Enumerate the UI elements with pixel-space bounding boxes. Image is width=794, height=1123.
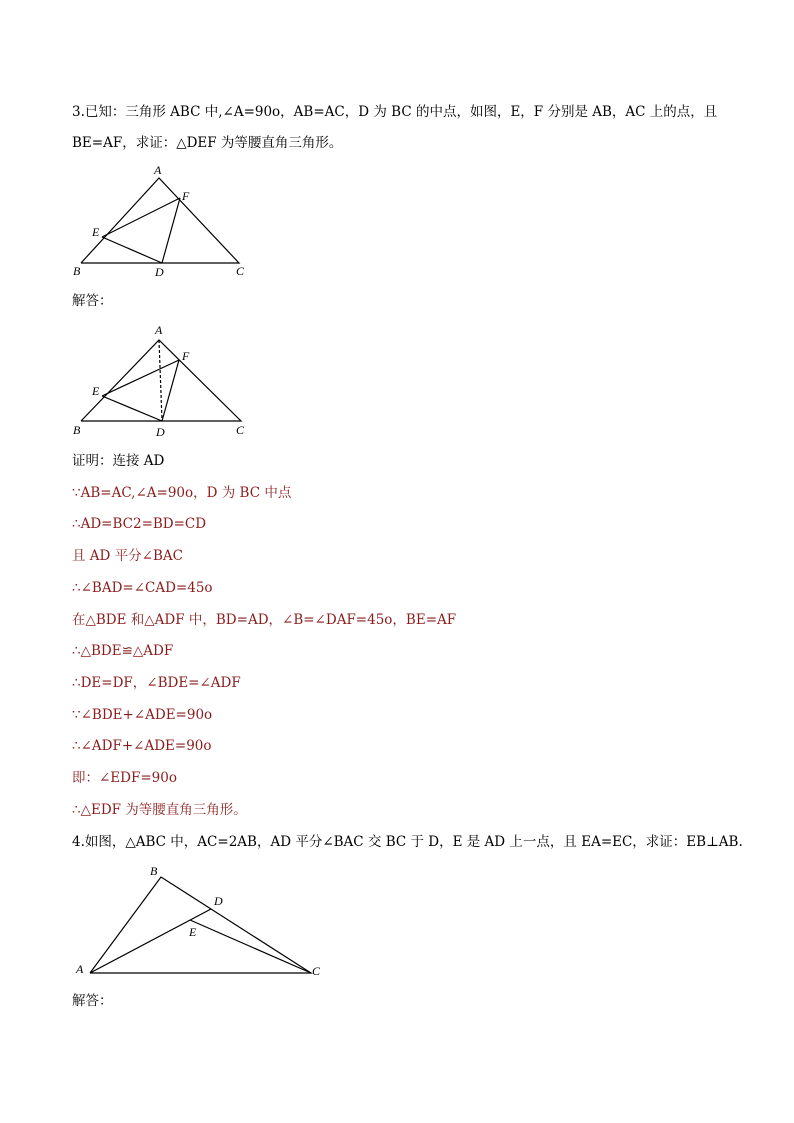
problem4-answer-label: 解答： bbox=[72, 993, 113, 1009]
segment-ad-dashed bbox=[159, 340, 162, 421]
label-b: B bbox=[150, 864, 158, 878]
problem3-answer-label: 解答： bbox=[72, 293, 113, 309]
proof-line: 在△BDE 和△ADF 中，BD=AD，∠B=∠DAF=45o，BE=AF bbox=[72, 611, 457, 628]
label-d: D bbox=[155, 265, 164, 279]
proof-line: 即：∠EDF=90o bbox=[72, 770, 177, 786]
segment-ed bbox=[102, 396, 162, 421]
label-a: A bbox=[154, 163, 162, 177]
label-e: E bbox=[92, 225, 100, 239]
problem3-solution-figure bbox=[68, 320, 288, 442]
problem3-stem-line2: BE=AF，求证：△DEF 为等腰直角三角形。 bbox=[72, 135, 343, 151]
segment-ec bbox=[190, 920, 311, 973]
segment-ad bbox=[90, 909, 211, 973]
proof-line: 证明：连接 AD bbox=[72, 453, 165, 469]
proof-line: ∵∠BDE+∠ADE=90o bbox=[72, 706, 213, 723]
proof-line: ∴DE=DF，∠BDE=∠ADF bbox=[72, 674, 241, 691]
label-e: E bbox=[189, 925, 197, 939]
segment-df bbox=[162, 360, 179, 421]
label-f: F bbox=[182, 349, 190, 363]
proof-line: ∴∠ADF+∠ADE=90o bbox=[72, 738, 212, 755]
label-a: A bbox=[155, 323, 163, 337]
proof-line: ∴AD=BC2=BD=CD bbox=[72, 516, 207, 533]
proof-line: ∴∠BAD=∠CAD=45o bbox=[72, 579, 213, 596]
label-a: A bbox=[76, 962, 84, 976]
segment-df bbox=[162, 198, 180, 263]
label-d: D bbox=[214, 894, 223, 908]
label-d: D bbox=[156, 425, 165, 439]
proof-line: ∴△EDF 为等腰直角三角形。 bbox=[72, 801, 247, 818]
proof-line: 且 AD 平分∠BAC bbox=[72, 548, 183, 565]
problem3-stem-line1: 3.已知：三角形 ABC 中,∠A=90o，AB=AC，D 为 BC 的中点，如图，E，F 分别是 AB，AC 上的点，且 bbox=[72, 104, 718, 120]
label-f: F bbox=[182, 189, 190, 203]
label-e: E bbox=[92, 384, 100, 398]
label-b: B bbox=[73, 264, 81, 278]
segment-ef bbox=[102, 198, 180, 237]
problem4-figure bbox=[68, 858, 338, 982]
label-b: B bbox=[73, 423, 81, 437]
label-c: C bbox=[312, 964, 321, 978]
proof-line: ∵AB=AC,∠A=90o，D 为 BC 中点 bbox=[72, 484, 292, 501]
proof-line: ∴△BDE≌△ADF bbox=[72, 643, 174, 660]
label-c: C bbox=[236, 423, 245, 437]
segment-ed bbox=[102, 237, 162, 263]
triangle-abc bbox=[81, 178, 239, 263]
problem4-stem: 4.如图，△ABC 中，AC=2AB，AD 平分∠BAC 交 BC 于 D，E 是 AD 上一点，且 EA=EC，求证：EB⊥AB. bbox=[72, 834, 743, 850]
problem3-figure bbox=[68, 160, 288, 282]
label-c: C bbox=[236, 264, 245, 278]
segment-ef bbox=[102, 360, 179, 396]
